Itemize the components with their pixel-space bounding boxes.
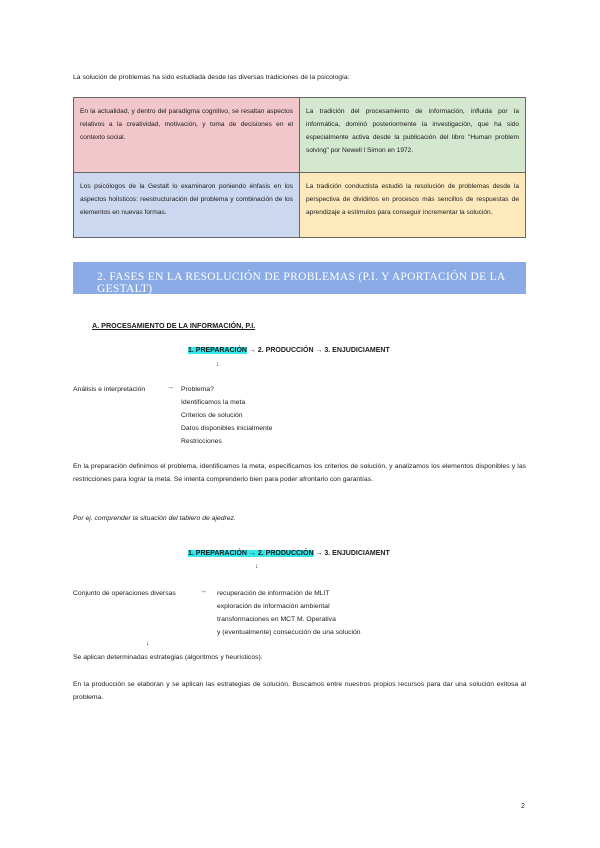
analysis-arrow: → (167, 384, 174, 391)
strategies-text: Se aplican determinadas estrategias (algoritmos y heurísticos). (73, 654, 263, 661)
operations-item: exploración de información ambiental (217, 603, 330, 610)
phase-line-1 (188, 347, 390, 354)
section-title: 2. FASES EN LA RESOLUCIÓN DE PROBLEMAS (P.I. Y APORTACIÓN DE LA GESTALT) (97, 271, 505, 295)
phase-rest-1: → 2. PRODUCCIÓN → 3. ENJUDICIAMENT (247, 347, 390, 354)
traditions-table (73, 97, 526, 238)
section-banner (73, 262, 526, 294)
operations-item: y (eventualmente) consecución de una solución (217, 629, 361, 636)
table-cell-behaviorist: La tradición conductista estudió la resolución de problemas desde la perspectiva de dividirlos en procesos más sencillos de respuestas de aprendizaje a estímulos para conseguir incrementar la solución. (300, 173, 526, 238)
analysis-item: Datos disponibles inicialmente (181, 425, 273, 432)
analysis-item: Criterios de solución (181, 412, 243, 419)
analysis-item: Identificamos la meta (181, 399, 246, 406)
operations-item: recuperación de información de MLIT (217, 590, 330, 597)
analysis-item: Problema? (181, 386, 214, 393)
phase-highlight-2: 1. PREPARACIÓN → 2. PRODUCCIÓN (188, 550, 314, 557)
table-cell-gestalt: Los psicólogos de la Gestalt lo examinaron poniendo énfasis en los aspectos holísticos: reestructuración del problema y combinación de los elementos en nuevas formas. (73, 173, 300, 238)
table-cell-cognitive: En la actualidad, y dentro del paradigma cognitivo, se resaltan aspectos relativos a la creatividad, motivación, y toma de decisiones en el contexto social. (73, 97, 300, 173)
example-text: Por ej. comprender la situación del tablero de ajedrez. (73, 515, 236, 522)
down-arrow-3: ↓ (146, 640, 150, 647)
phase-rest-2: → 3. ENJUDICIAMENT (313, 550, 390, 557)
production-paragraph: En la producción se elaboran y se aplican las estrategias de solución. Buscamos entre nuestros propios recursos para dar una solución exitosa al problema. (73, 681, 526, 701)
preparation-paragraph: En la preparación definimos el problema, identificamos la meta, especificamos los criterios de solución, y analizamos los elementos disponibles y las restricciones para lograr la meta. Se intenta comprenderlo bien para poder afrontarlo con garantías. (73, 463, 526, 483)
analysis-label: Análisis e interpretación (73, 386, 146, 393)
intro-text: La solución de problemas ha sido estudiada desde las diversas tradiciones de la psicología: (73, 74, 350, 81)
phase-highlight-1: 1. PREPARACIÓN (188, 347, 247, 354)
operations-label: Conjunto de operaciones diversas (73, 590, 176, 597)
down-arrow-1: ↓ (216, 361, 220, 368)
down-arrow-2: ↓ (255, 563, 259, 570)
operations-item: transformaciones en MCT M. Operativa (217, 616, 336, 623)
operations-arrow: → (200, 588, 207, 595)
table-cell-information-processing: La tradición del procesamiento de información, influida por la informática, dominó posteriormente la investigación, que ha sido especialmente activa desde la publicación del libro "Human problem solving" por Newell l Simon en 1972. (300, 97, 526, 173)
analysis-item: Restricciones (181, 438, 222, 445)
page-number: 2 (521, 803, 525, 810)
subsection-heading: A. PROCESAMIENTO DE LA INFORMACIÓN, P.I. (92, 321, 256, 330)
phase-line-2 (188, 550, 390, 557)
